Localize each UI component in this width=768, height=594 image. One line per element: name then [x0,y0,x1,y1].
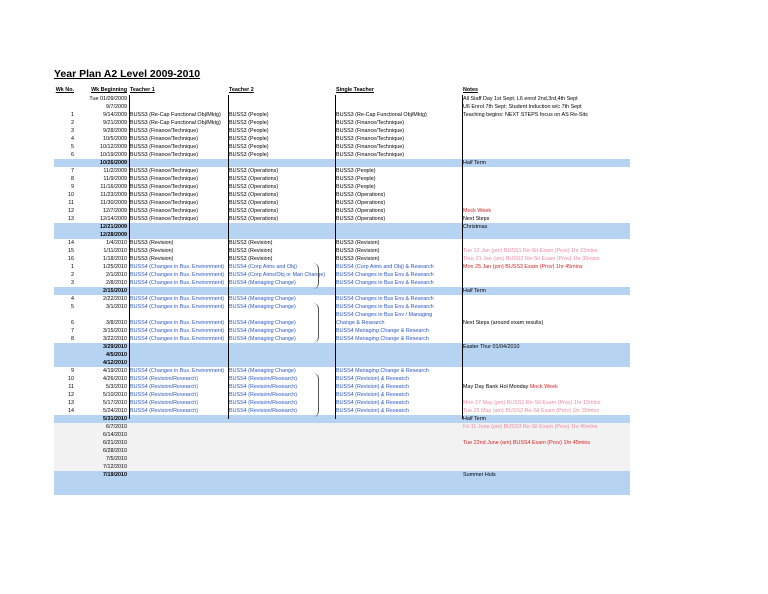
cell-wk-beginning: 12/28/2009 [100,232,127,238]
header-single-teacher: Single Teacher [336,87,374,93]
cell-notes: Half Term [463,288,486,294]
header-wk-beginning: Wk Beginning [91,87,127,93]
cell-wk-no: 16 [68,256,74,262]
cell-single-teacher: BUSS3 (People) [336,184,376,190]
table-row [54,303,630,311]
table-row [54,311,630,319]
column-divider [228,95,229,419]
holiday-row [54,159,630,167]
cell-teacher-2: BUSS3 (People) [229,128,269,134]
cell-notes: Mock Week [463,208,492,214]
table-row [54,247,630,255]
table-row [54,199,630,207]
cell-notes: Next Steps [463,216,490,222]
cell-wk-no: 14 [68,408,74,414]
column-divider [462,95,463,419]
table-row [54,239,630,247]
cell-teacher-2: BUSS4 (Managing Change) [229,304,296,310]
table-row [54,127,630,135]
cell-teacher-2: BUSS4 (Revision/Research) [229,392,298,398]
cell-teacher-2: BUSS3 (Operations) [229,176,279,182]
cell-single-teacher: BUSS3 (Operations) [336,200,386,206]
header-notes: Notes [463,87,478,93]
table-row [54,191,630,199]
table-row [54,175,630,183]
cell-teacher-2: BUSS3 (People) [229,136,269,142]
table-row [54,463,630,471]
cell-teacher-1: BUSS4 (Changes in Bus. Environment) [130,336,225,342]
cell-wk-beginning: 2/1/2010 [106,272,127,278]
cell-single-teacher: Change & Research [336,320,385,326]
cell-notes: May Day Bank Hol Monday Mock Week [463,384,558,390]
cell-wk-no: 8 [71,176,74,182]
cell-teacher-1: BUSS3 (Finance/Technique) [130,128,199,134]
table-row [54,215,630,223]
cell-notes: Mon 17 May (pm) BUSS1 Re-Sit Exam (Prov) 1hr 15mins [463,400,601,406]
cell-teacher-2: BUSS3 (People) [229,112,269,118]
header-wk-no: Wk No. [55,87,74,93]
cell-teacher-2: BUSS3 (People) [229,144,269,150]
table-row [54,143,630,151]
table-row [54,295,630,303]
cell-teacher-2: BUSS4 (Managing Change) [229,368,296,374]
cell-wk-beginning: 3/15/2010 [103,328,127,334]
cell-teacher-2: BUSS4 (Corp Aims/Obj or Man Change) [229,272,326,278]
cell-single-teacher: BUSS3 (Operations) [336,192,386,198]
cell-wk-beginning: 4/12/2010 [103,360,127,366]
cell-teacher-2: BUSS4 (Revision/Research) [229,408,298,414]
cell-teacher-2: BUSS3 (Revision) [229,248,273,254]
cell-teacher-2: BUSS4 (Revision/Research) [229,376,298,382]
cell-single-teacher: BUSS4 Changes in Bus Env & Research [336,272,434,278]
cell-single-teacher: BUSS4 (Revision) & Research [336,392,410,398]
cell-teacher-1: BUSS3 (Finance/Technique) [130,152,199,158]
cell-single-teacher: BUSS3 (Finance/Technique) [336,120,405,126]
table-row [54,383,630,391]
cell-wk-beginning: 6/14/2010 [103,432,127,438]
table-row [54,135,630,143]
cell-single-teacher: BUSS4 Changes in Bus Env / Managing [336,312,433,318]
cell-teacher-1: BUSS4 (Changes in Bus. Environment) [130,280,225,286]
cell-wk-beginning: 9/14/2009 [103,112,127,118]
cell-wk-no: 7 [71,168,74,174]
cell-single-teacher: BUSS3 (Operations) [336,208,386,214]
cell-single-teacher: BUSS3 (Finance/Technique) [336,128,405,134]
cell-teacher-2: BUSS3 (Operations) [229,208,279,214]
cell-teacher-1: BUSS3 (Finance/Technique) [130,144,199,150]
table-row [54,367,630,375]
cell-wk-no: 11 [68,384,74,390]
cell-wk-beginning: 1/18/2010 [103,256,127,262]
table-row [54,447,630,455]
cell-wk-beginning: 5/17/2010 [103,400,127,406]
cell-wk-beginning: 11/23/2009 [100,192,127,198]
cell-wk-beginning: 2/22/2010 [103,296,127,302]
cell-notes: Teaching begins: NEXT STEPS focus on AS Re-Sits [463,112,588,118]
cell-wk-beginning: 4/26/2010 [103,376,127,382]
cell-single-teacher: BUSS4 Changes in Bus Env & Research [336,304,434,310]
cell-notes: Fri 11 June (pm) BUSS3 Re-Sit Exam (Prov) 1hr 45mins [463,424,598,430]
cell-teacher-2: BUSS4 (Managing Change) [229,328,296,334]
cell-wk-no: 1 [71,112,74,118]
year-plan-table [54,86,630,495]
cell-teacher-1: BUSS4 (Changes in Bus. Environment) [130,264,225,270]
cell-wk-no: 15 [68,248,74,254]
table-row [54,335,630,343]
cell-wk-no: 4 [71,296,74,302]
cell-single-teacher: BUSS3 (Finance/Technique) [336,136,405,142]
cell-wk-beginning: 12/7/2009 [103,208,127,214]
cell-notes: U6 Enrol 7th Sept; Student Induction w/c 7th Sept [463,104,582,110]
cell-wk-beginning: 5/31/2010 [103,416,127,422]
holiday-row [54,223,630,231]
cell-wk-beginning: 1/25/2010 [103,264,127,270]
cell-single-teacher: BUSS3 (Operations) [336,216,386,222]
column-divider [129,95,130,419]
cell-notes: Mon 25 Jan (pm) BUSS3 Exam (Prov) 1hr 45mins [463,264,583,270]
cell-teacher-1: BUSS3 (Revision) [130,256,174,262]
cell-single-teacher: BUSS3 (Finance/Technique) [336,144,405,150]
holiday-row [54,287,630,295]
cell-wk-no: 12 [68,208,74,214]
cell-wk-no: 6 [71,320,74,326]
cell-teacher-2: BUSS3 (People) [229,152,269,158]
table-row [54,455,630,463]
cell-wk-beginning: 6/7/2010 [106,424,127,430]
cell-wk-beginning: 6/28/2010 [103,448,127,454]
cell-single-teacher: BUSS4 Managing Change & Research [336,336,429,342]
cell-wk-beginning: Tue 01/09/2009 [89,96,127,102]
cell-teacher-1: BUSS4 (Revision/Research) [130,384,199,390]
cell-teacher-1: BUSS3 (Revision) [130,240,174,246]
cell-teacher-2: BUSS4 (Managing Change) [229,336,296,342]
bracket-mark [313,263,319,289]
table-row [54,95,630,103]
cell-teacher-1: BUSS3 (Finance/Technique) [130,200,199,206]
cell-wk-beginning: 3/8/2010 [106,320,127,326]
cell-wk-beginning: 9/28/2009 [103,128,127,134]
cell-wk-no: 5 [71,144,74,150]
bracket-mark [313,303,319,343]
table-row [54,431,630,439]
table-row [54,167,630,175]
cell-wk-no: 10 [68,376,74,382]
cell-wk-no: 2 [71,120,74,126]
cell-notes: Tue 25 May (am) BUSS2 Re-Sit Exam (Prov) 1hr 30mins [463,408,600,414]
cell-teacher-1: BUSS3 (Finance/Technique) [130,184,199,190]
cell-wk-beginning: 11/9/2009 [103,176,127,182]
cell-wk-beginning: 12/21/2009 [100,224,127,230]
cell-teacher-1: BUSS3 (Re-Cap Functional Obj/Mktg) [130,112,221,118]
cell-wk-beginning: 11/30/2009 [100,200,127,206]
cell-teacher-2: BUSS3 (Operations) [229,200,279,206]
holiday-row [54,471,630,479]
cell-teacher-1: BUSS4 (Changes in Bus. Environment) [130,368,225,374]
cell-teacher-2: BUSS4 (Corp Aims and Obj) [229,264,298,270]
cell-wk-beginning: 6/21/2010 [103,440,127,446]
cell-wk-no: 10 [68,192,74,198]
cell-wk-no: 9 [71,368,74,374]
cell-wk-beginning: 1/11/2010 [103,248,127,254]
cell-wk-beginning: 5/10/2010 [103,392,127,398]
table-row [54,151,630,159]
cell-single-teacher: BUSS3 (People) [336,168,376,174]
cell-teacher-1: BUSS3 (Finance/Technique) [130,176,199,182]
cell-wk-beginning: 2/15/2010 [103,288,127,294]
table-header-row [54,86,630,95]
cell-single-teacher: BUSS4 Changes in Bus Env & Research [336,296,434,302]
table-row [54,263,630,271]
table-row [54,119,630,127]
column-divider [335,95,336,419]
cell-single-teacher: BUSS3 (Revision) [336,248,380,254]
cell-teacher-1: BUSS4 (Changes in Bus. Environment) [130,296,225,302]
cell-single-teacher: BUSS4 (Revision) & Research [336,384,410,390]
cell-teacher-1: BUSS3 (Revision) [130,248,174,254]
cell-teacher-2: BUSS3 (Operations) [229,184,279,190]
cell-wk-no: 9 [71,184,74,190]
cell-notes: Summer Hols [463,472,496,478]
cell-single-teacher: BUSS4 Changes in Bus Env & Research [336,280,434,286]
cell-wk-beginning: 5/24/2010 [103,408,127,414]
holiday-row [54,231,630,239]
cell-teacher-1: BUSS3 (Finance/Technique) [130,216,199,222]
cell-teacher-1: BUSS4 (Revision/Research) [130,376,199,382]
table-row [54,327,630,335]
cell-wk-beginning: 4/19/2010 [103,368,127,374]
header-teacher-1: Teacher 1 [130,87,155,93]
cell-single-teacher: BUSS4 (Revision) & Research [336,376,410,382]
holiday-row [54,487,630,495]
cell-wk-no: 6 [71,152,74,158]
cell-teacher-2: BUSS4 (Managing Change) [229,320,296,326]
table-row [54,439,630,447]
holiday-row [54,351,630,359]
table-row [54,183,630,191]
cell-wk-beginning: 5/3/2010 [106,384,127,390]
cell-wk-beginning: 7/5/2010 [106,456,127,462]
cell-teacher-2: BUSS4 (Managing Change) [229,296,296,302]
cell-wk-beginning: 2/8/2010 [106,280,127,286]
cell-wk-beginning: 1/4/2010 [106,240,127,246]
cell-wk-beginning: 9/21/2009 [103,120,127,126]
table-row [54,111,630,119]
cell-single-teacher: BUSS4 (Revision) & Research [336,408,410,414]
cell-single-teacher: BUSS3 (People) [336,176,376,182]
cell-notes: Half Term [463,416,486,422]
cell-wk-no: 13 [68,216,74,222]
cell-teacher-1: BUSS4 (Revision/Research) [130,408,199,414]
cell-teacher-1: BUSS4 (Changes in Bus. Environment) [130,272,225,278]
cell-teacher-2: BUSS3 (Operations) [229,168,279,174]
cell-single-teacher: BUSS3 (Re-Cap Functional Obj/Mktg) [336,112,427,118]
cell-teacher-2: BUSS3 (Revision) [229,256,273,262]
holiday-row [54,359,630,367]
cell-wk-no: 12 [68,392,74,398]
cell-wk-no: 7 [71,328,74,334]
cell-notes: Tue 12 Jan (pm) BUSS1 Re-Sit Exam (Prov) 1hr 15mins [463,248,598,254]
table-row [54,375,630,383]
cell-wk-no: 4 [71,136,74,142]
cell-wk-no: 1 [71,264,74,270]
cell-single-teacher: BUSS4 (Revision) & Research [336,400,410,406]
cell-teacher-1: BUSS3 (Finance/Technique) [130,168,199,174]
cell-single-teacher: BUSS4 Managing Change & Research [336,368,429,374]
cell-single-teacher: BUSS4 Managing Change & Research [336,328,429,334]
cell-teacher-1: BUSS4 (Changes in Bus. Environment) [130,304,225,310]
cell-notes: Tue 22nd June (am) BUSS4 Exam (Prov) 1hr 45mins [463,440,591,446]
table-body [54,95,630,495]
cell-teacher-2: BUSS3 (Operations) [229,216,279,222]
table-row [54,391,630,399]
page-title: Year Plan A2 Level 2009-2010 [54,68,201,80]
cell-teacher-1: BUSS4 (Changes in Bus. Environment) [130,320,225,326]
cell-teacher-1: BUSS3 (Finance/Technique) [130,208,199,214]
table-row [54,207,630,215]
cell-wk-beginning: 3/22/2010 [103,336,127,342]
cell-wk-beginning: 12/14/2009 [100,216,127,222]
table-row [54,399,630,407]
cell-single-teacher: BUSS3 (Finance/Technique) [336,152,405,158]
cell-teacher-2: BUSS4 (Revision/Research) [229,400,298,406]
cell-wk-beginning: 3/29/2010 [103,344,127,350]
cell-wk-beginning: 7/19/2010 [103,472,127,478]
cell-teacher-1: BUSS3 (Re-Cap Functional Obj/Mktg) [130,120,221,126]
table-row [54,279,630,287]
cell-wk-no: 3 [71,128,74,134]
cell-teacher-2: BUSS4 (Revision/Research) [229,384,298,390]
cell-wk-beginning: 7/12/2010 [103,464,127,470]
cell-notes: Next Steps (around exam results) [463,320,544,326]
cell-wk-beginning: 10/12/2009 [100,144,127,150]
cell-teacher-2: BUSS3 (People) [229,120,269,126]
cell-teacher-1: BUSS3 (Finance/Technique) [130,192,199,198]
cell-teacher-1: BUSS4 (Revision/Research) [130,392,199,398]
cell-teacher-1: BUSS4 (Changes in Bus. Environment) [130,328,225,334]
cell-notes: Easter Thur 01/04/2010 [463,344,520,350]
bracket-mark [313,373,319,417]
cell-wk-no: 11 [68,200,74,206]
cell-notes: Thur 21 Jan (am) BUSS2 Re-Sit Exam (Prov) 1hr 30mins [463,256,600,262]
cell-teacher-2: BUSS3 (Operations) [229,192,279,198]
cell-wk-beginning: 10/26/2009 [100,160,127,166]
holiday-row [54,479,630,487]
cell-wk-no: 8 [71,336,74,342]
table-row [54,407,630,415]
table-row [54,103,630,111]
cell-wk-beginning: 10/19/2009 [100,152,127,158]
cell-wk-no: 5 [71,304,74,310]
cell-wk-no: 13 [68,400,74,406]
table-row [54,255,630,263]
cell-wk-beginning: 4/5/2010 [106,352,127,358]
cell-notes: Half Term [463,160,486,166]
cell-single-teacher: BUSS3 (Revision) [336,256,380,262]
cell-wk-no: 14 [68,240,74,246]
cell-wk-beginning: 3/1/2010 [106,304,127,310]
cell-teacher-2: BUSS4 (Managing Change) [229,280,296,286]
cell-teacher-1: BUSS3 (Finance/Technique) [130,136,199,142]
cell-wk-beginning: 9/7/2009 [106,104,127,110]
table-row [54,423,630,431]
cell-single-teacher: BUSS4 (Corp Aims and Obj) & Research [336,264,434,270]
table-row [54,271,630,279]
cell-notes: All Staff Day 1st Sept; L6 enrol 2nd,3rd,4th Sept [463,96,578,102]
holiday-row [54,415,630,423]
cell-wk-no: 2 [71,272,74,278]
holiday-row [54,343,630,351]
cell-single-teacher: BUSS3 (Revision) [336,240,380,246]
cell-wk-beginning: 11/2/2009 [103,168,127,174]
cell-teacher-1: BUSS4 (Revision/Research) [130,400,199,406]
cell-notes: Christmas [463,224,488,230]
cell-wk-no: 3 [71,280,74,286]
cell-teacher-2: BUSS3 (Revision) [229,240,273,246]
table-row [54,319,630,327]
cell-wk-beginning: 11/16/2009 [100,184,127,190]
cell-wk-beginning: 10/5/2009 [103,136,127,142]
header-teacher-2: Teacher 2 [229,87,254,93]
